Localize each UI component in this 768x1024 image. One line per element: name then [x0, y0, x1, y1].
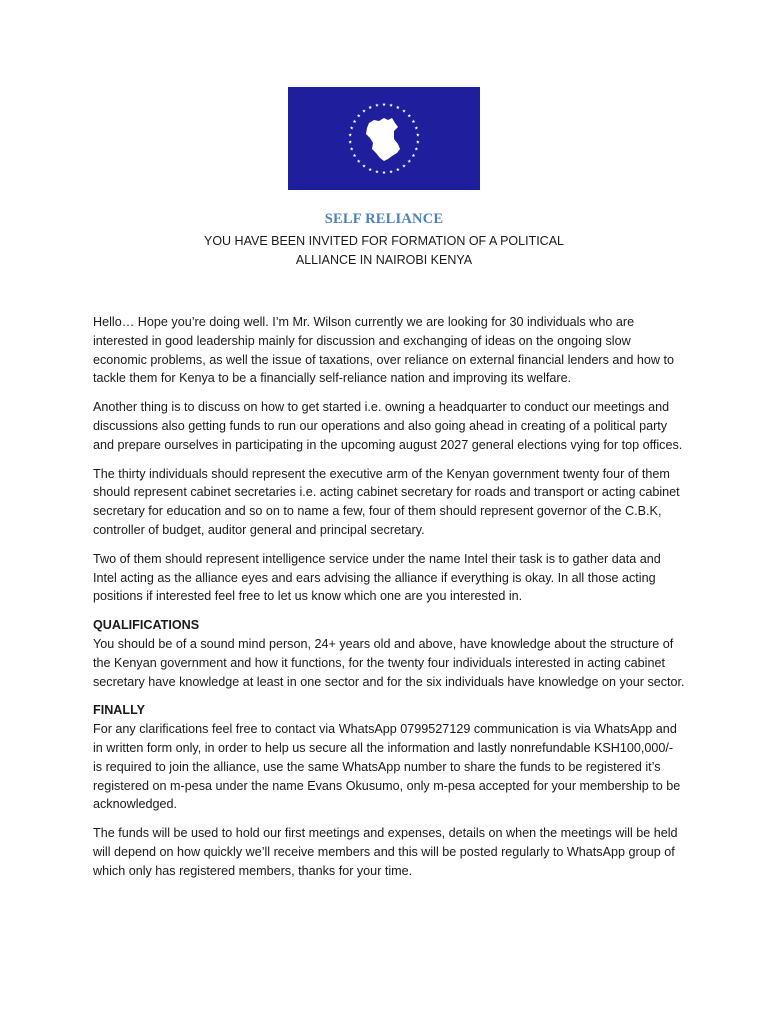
star-icon — [416, 133, 420, 136]
star-icon — [350, 126, 354, 129]
star-icon — [416, 140, 420, 143]
kenya-emblem-icon — [288, 87, 480, 190]
star-icon — [382, 171, 386, 174]
page-title: SELF RELIANCE — [324, 211, 444, 227]
star-icon — [353, 120, 357, 123]
star-icon — [412, 120, 416, 123]
subtitle-line-1: YOU HAVE BEEN INVITED FOR FORMATION OF A POLITICAL — [203, 234, 564, 248]
star-icon — [389, 170, 393, 173]
paragraph-intro: Hello… Hope you’re doing well. I’m Mr. Wilson currently we are looking for 30 individuals who are interested in good leadership mainly for discussion and exchanging of ideas on the ongoing slow economic problems, as well the issue of taxations, over reliance on external financial lenders and how to tackle them for Kenya to be a financially self-reliance nation and improving its welfare. — [93, 315, 675, 386]
star-icon — [396, 168, 400, 171]
star-icon — [415, 147, 419, 150]
star-icon — [375, 103, 379, 106]
star-icon — [412, 154, 416, 157]
letter-body — [93, 313, 685, 891]
flag-image — [288, 87, 480, 190]
qualifications-text: You should be of a sound mind person, 24+ years old and above, have knowledge about the structure of the Kenyan government and how it functions, for the twenty four individuals interested in acting cabinet secretary have knowledge at least in one sector and for the six individuals have knowledge on your sector. — [93, 636, 685, 689]
star-icon — [382, 103, 386, 106]
star-icon — [348, 140, 352, 143]
paragraph-intelligence: Two of them should represent intelligence service under the name Intel their task is to gather data and Intel acting as the alliance eyes and ears advising the alliance if everything is okay. In all those acting positions if interested feel free to let us know which one are you interested in. — [93, 551, 661, 604]
star-icon — [368, 168, 372, 171]
star-icon — [368, 106, 372, 109]
star-icon — [362, 164, 366, 167]
star-icon — [402, 109, 406, 112]
star-icon — [357, 159, 361, 162]
star-icon — [357, 114, 361, 117]
subtitle-line-2: ALLIANCE IN NAIROBI KENYA — [295, 253, 473, 267]
star-icon — [362, 109, 366, 112]
star-icon — [348, 133, 352, 136]
star-icon — [350, 147, 354, 150]
star-icon — [407, 159, 411, 162]
closing-paragraph: The funds will be used to hold our first meetings and expenses, details on when the meetings will be held will depend on how quickly we’ll receive members and this will be posted regularly to WhatsApp group of which only has registered members, thanks for your time. — [93, 826, 678, 878]
qualifications-heading: QUALIFICATIONS — [93, 618, 200, 633]
paragraph-headquarters: Another thing is to discuss on how to get started i.e. owning a headquarter to conduct our meetings and discussions also getting funds to run our operations and also going ahead in creating of a political party and prepare ourselves in participating in the upcoming august 2027 general elections vying for top offices. — [93, 400, 683, 452]
star-icon — [402, 164, 406, 167]
star-icon — [389, 103, 393, 106]
finally-heading: FINALLY — [93, 703, 146, 718]
star-icon — [353, 154, 357, 157]
star-icon — [415, 126, 419, 129]
finally-text: For any clarifications feel free to contact via WhatsApp 0799527129 communication is via WhatsApp and in written form only, in order to help us secure all the information and lastly nonrefundable KSH100,000/- is required to join the alliance, use the same WhatsApp number to share the funds to be registered it’s registered on m-pesa under the name Evans Okusumo, only m-pesa accepted for your membership to be acknowledged. — [93, 722, 681, 812]
star-icon — [375, 170, 379, 173]
paragraph-executive-arm: The thirty individuals should represent the executive arm of the Kenyan government twenty four of them should represent cabinet secretaries i.e. acting cabinet secretary for roads and transport or acting cabinet secretary for education and so on to name a few, four of them should represent governor of the C.B.K, controller of budget, auditor general and principal secretary. — [93, 466, 680, 537]
star-icon — [396, 106, 400, 109]
star-icon — [407, 114, 411, 117]
